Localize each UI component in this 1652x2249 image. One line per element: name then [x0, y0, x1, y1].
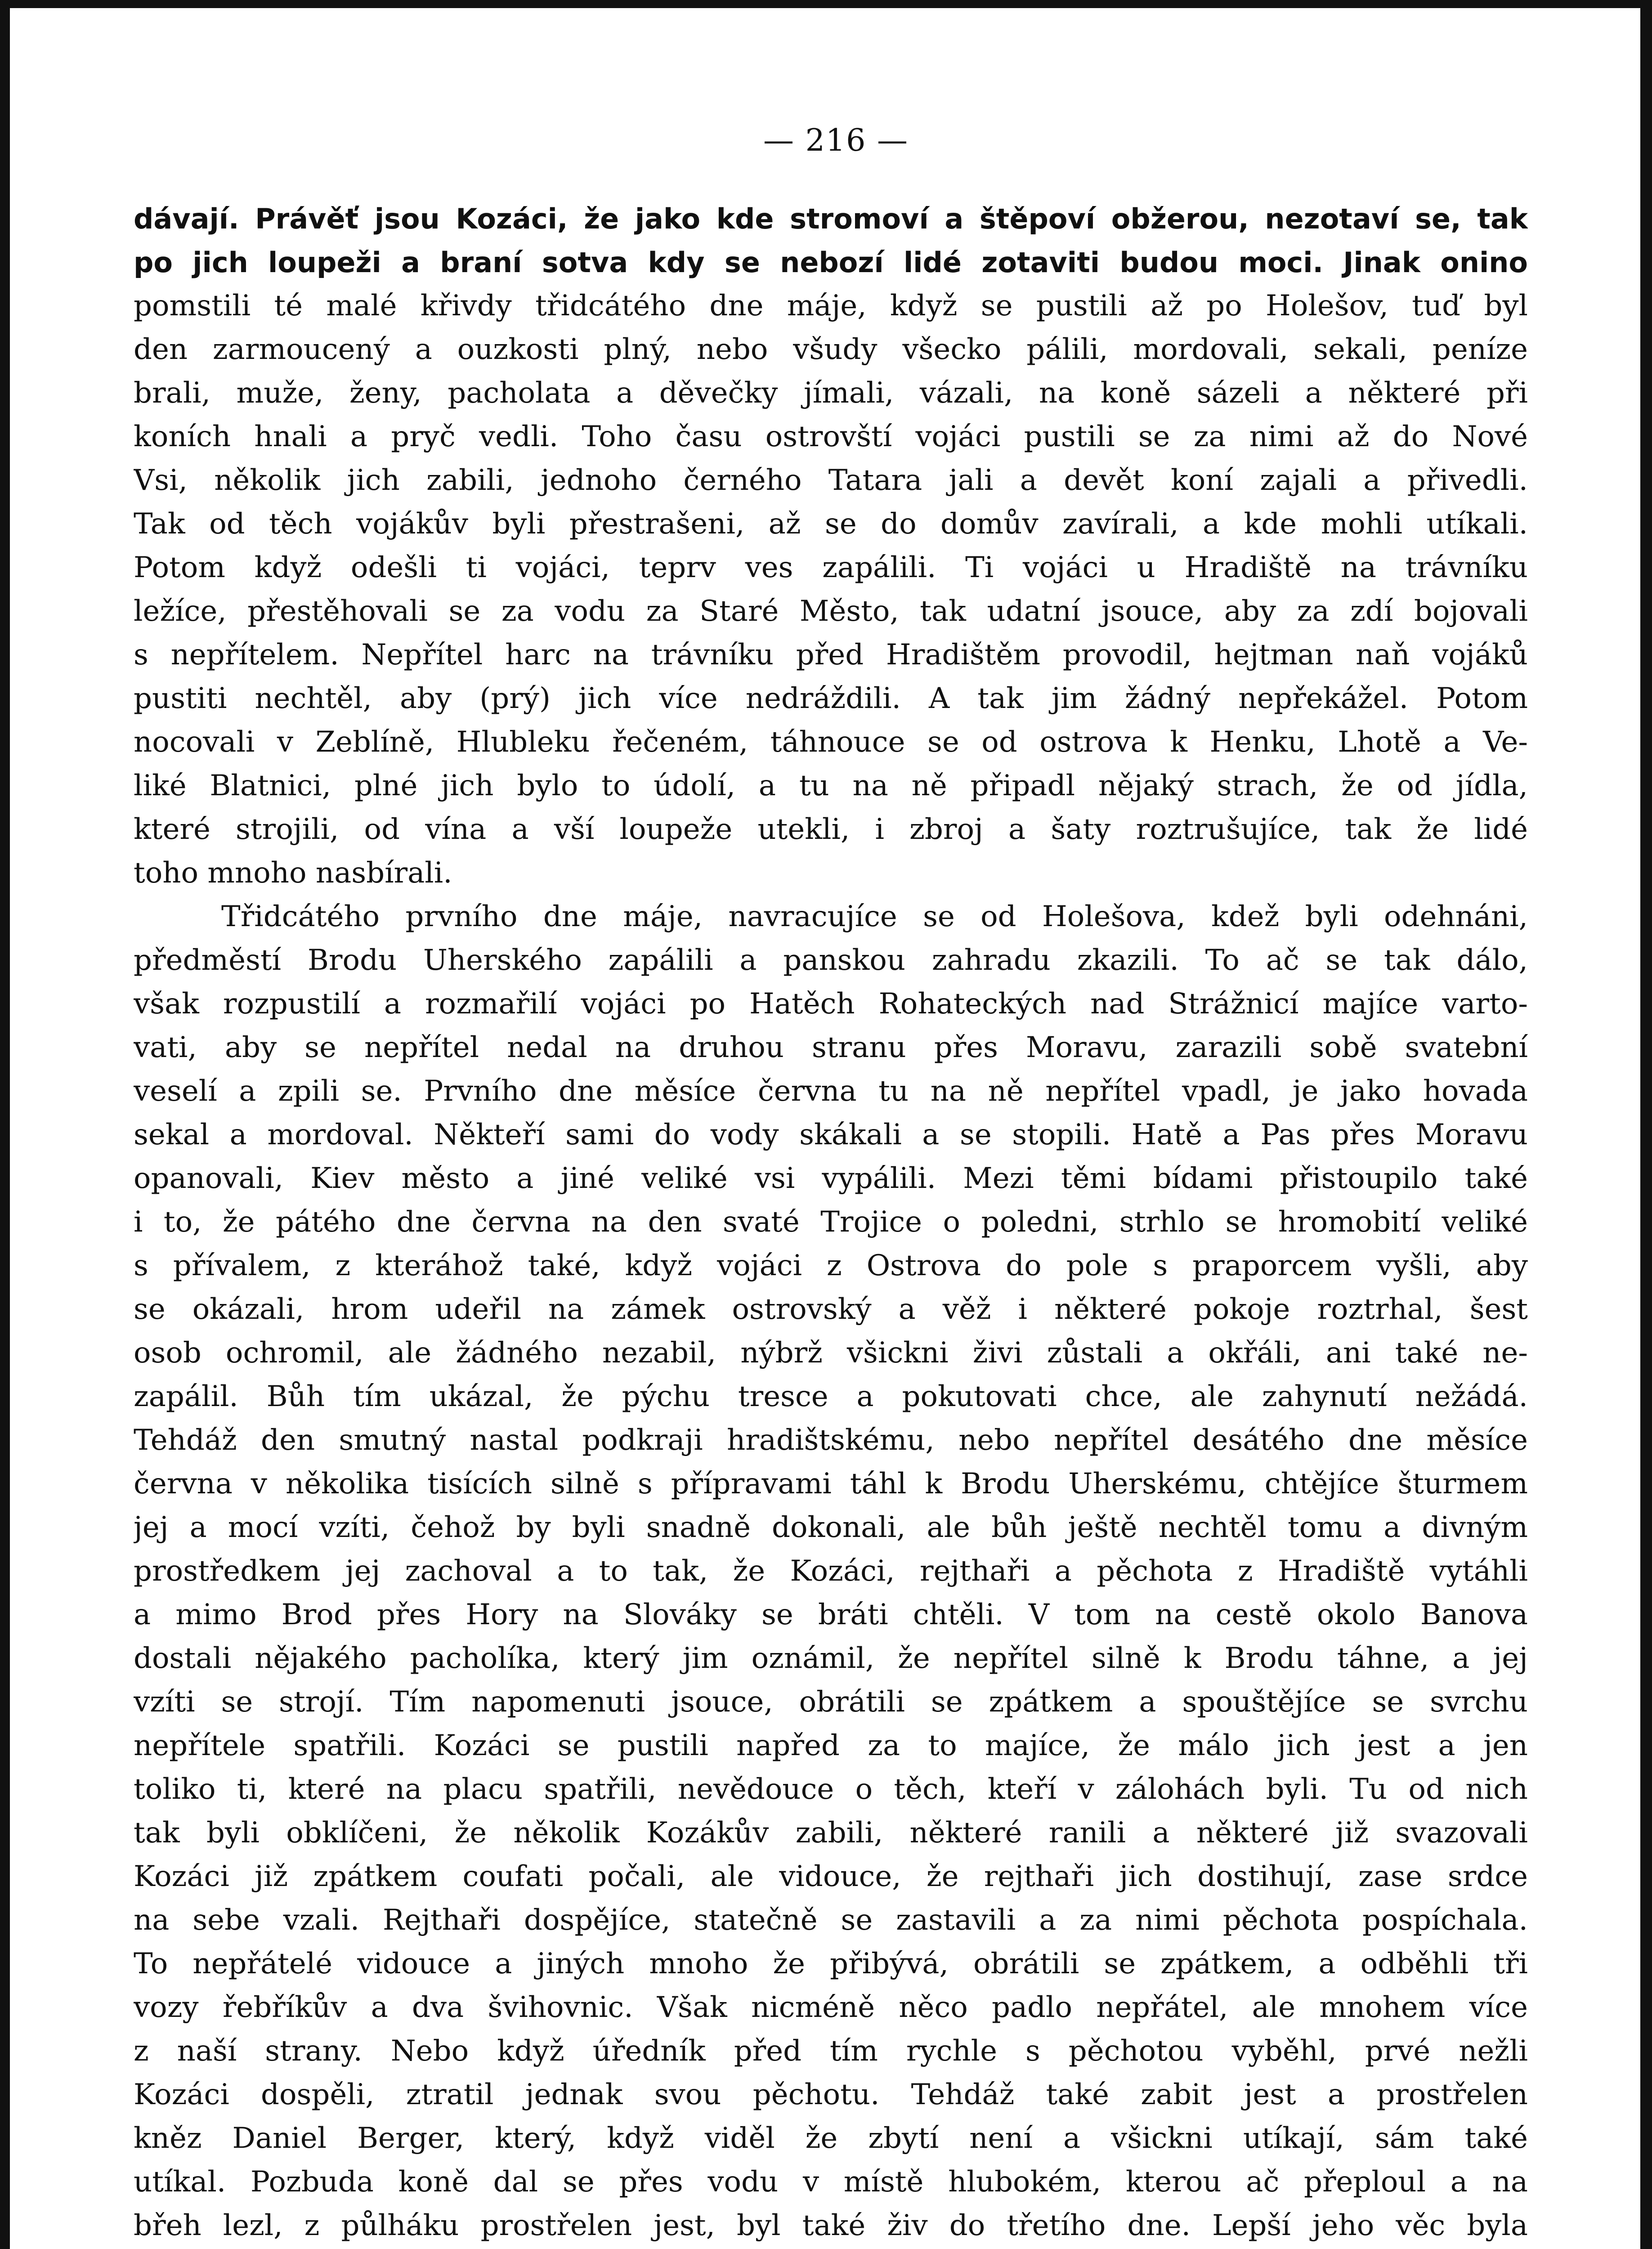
- text-line: toliko ti, které na placu spatřili, nevědouce o těch, kteří v zálohách byli. Tu od nich: [134, 1773, 1528, 1806]
- text-line: dávají. Právěť jsou Kozáci, že jako kde stromoví a štěpoví obžerou, nezotaví se, tak: [134, 202, 1528, 235]
- text-line: vozy řebříkův a dva švihovnic. Však nicméně něco padlo nepřátel, ale mnohem více: [134, 1991, 1528, 2024]
- text-line: Potom když odešli ti vojáci, teprv ves zapálili. Ti vojáci u Hradiště na trávníku: [134, 551, 1528, 584]
- text-line: kněz Daniel Berger, který, když viděl že zbytí není a všickni utíkají, sám také: [134, 2122, 1528, 2155]
- text-line: tak byli obklíčeni, že několik Kozákův zabili, některé ranili a některé již svazovali: [134, 1816, 1528, 1850]
- text-line: nocovali v Zeblíně, Hlubleku řečeném, táhnouce se od ostrova k Henku, Lhotě a Ve-: [134, 726, 1528, 759]
- text-line: z naší strany. Nebo když úředník před tím rychle s pěchotou vyběhl, prvé nežli: [134, 2034, 1528, 2068]
- text-line: jej a mocí vzíti, čehož by byli snadně dokonali, ale bůh ještě nechtěl tomu a divným: [134, 1511, 1528, 1544]
- paragraph: [134, 197, 1528, 895]
- text-line: vzíti se strojí. Tím napomenuti jsouce, obrátili se zpátkem a spouštějíce se svrchu: [134, 1685, 1528, 1719]
- body-text: [134, 197, 1528, 2249]
- text-line: den zarmoucený a ouzkosti plný, nebo všudy všecko pálili, mordovali, sekali, peníze: [134, 333, 1528, 366]
- text-line: nepřítele spatřili. Kozáci se pustili napřed za to majíce, že málo jich jest a jen: [134, 1729, 1528, 1762]
- text-line: na sebe vzali. Rejthaři dospějíce, statečně se zastavili a za nimi pěchota pospíchala.: [134, 1904, 1528, 1937]
- text-line: po jich loupeži a braní sotva kdy se nebozí lidé zotaviti budou moci. Jinak onino: [134, 246, 1528, 279]
- text-line: ležíce, přestěhovali se za vodu za Staré Město, tak udatní jsouce, aby za zdí bojovali: [134, 595, 1528, 628]
- text-line: i to, že pátého dne června na den svaté Trojice o poledni, strhlo se hromobití veliké: [134, 1205, 1528, 1239]
- text-line: Kozáci již zpátkem coufati počali, ale vidouce, že rejthaři jich dostihují, zase srdce: [134, 1860, 1528, 1893]
- text-line: opanovali, Kiev město a jiné veliké vsi vypálili. Mezi těmi bídami přistoupilo také: [134, 1162, 1528, 1195]
- text-line: brali, muže, ženy, pacholata a děvečky jímali, vázali, na koně sázeli a některé při: [134, 376, 1528, 410]
- text-line: června v několika tisících silně s přípravami táhl k Brodu Uherskému, chtějíce šturmem: [134, 1467, 1528, 1501]
- text-line: se okázali, hrom udeřil na zámek ostrovský a věž i některé pokoje roztrhal, šest: [134, 1293, 1528, 1326]
- text-line: utíkal. Pozbuda koně dal se přes vodu v místě hlubokém, kterou ač přeploul a na: [134, 2165, 1528, 2199]
- text-line: a mimo Brod přes Hory na Slováky se bráti chtěli. V tom na cestě okolo Banova: [134, 1598, 1528, 1631]
- text-line: pomstili té malé křivdy třidcátého dne máje, když se pustili až po Holešov, tuď byl: [134, 289, 1528, 323]
- text-line: předměstí Brodu Uherského zapálili a panskou zahradu zkazili. To ač se tak dálo,: [134, 944, 1528, 977]
- text-line: Tak od těch vojákův byli přestrašeni, až se do domův zavírali, a kde mohli utíkali.: [134, 507, 1528, 541]
- text-line: břeh lezl, z půlháku prostřelen jest, byl také živ do třetího dne. Lepší jeho věc byla: [134, 2209, 1528, 2242]
- text-line: dostali nějakého pacholíka, který jim oznámil, že nepřítel silně k Brodu táhne, a jej: [134, 1642, 1528, 1675]
- text-line: však rozpustilí a rozmařilí vojáci po Hatěch Rohateckých nad Strážnicí majíce varto-: [134, 987, 1528, 1021]
- text-line: Kozáci dospěli, ztratil jednak svou pěchotu. Tehdáž také zabit jest a prostřelen: [134, 2078, 1528, 2111]
- text-line: zapálil. Bůh tím ukázal, že pýchu tresce a pokutovati chce, ale zahynutí nežádá.: [134, 1380, 1528, 1413]
- text-line: osob ochromil, ale žádného nezabil, nýbrž všickni živi zůstali a okřáli, ani také ne-: [134, 1336, 1528, 1370]
- text-line: prostředkem jej zachoval a to tak, že Kozáci, rejthaři a pěchota z Hradiště vytáhli: [134, 1555, 1528, 1588]
- page-number: — 216 —: [763, 123, 909, 158]
- text-line: To nepřátelé vidouce a jiných mnoho že přibývá, obrátili se zpátkem, a odběhli tři: [134, 1947, 1528, 1980]
- text-line: veselí a zpili se. Prvního dne měsíce června tu na ně nepřítel vpadl, je jako hovada: [134, 1075, 1528, 1108]
- text-line: Třidcátého prvního dne máje, navracujíce se od Holešova, kdež byli odehnáni,: [221, 900, 1528, 933]
- text-line: liké Blatnici, plné jich bylo to údolí, a tu na ně připadl nějaký strach, že od jídla,: [134, 769, 1528, 802]
- text-line: Tehdáž den smutný nastal podkraji hradištskému, nebo nepřítel desátého dne měsíce: [134, 1424, 1528, 1457]
- text-line: které strojili, od vína a vší loupeže utekli, i zbroj a šaty roztrušujíce, tak že lidé: [134, 813, 1528, 846]
- text-line: koních hnali a pryč vedli. Toho času ostrovští vojáci pustili se za nimi až do Nové: [134, 420, 1528, 453]
- text-line: pustiti nechtěl, aby (prý) jich více nedráždili. A tak jim žádný nepřekážel. Potom: [134, 682, 1528, 715]
- text-line: Vsi, několik jich zabili, jednoho černého Tatara jali a devět koní zajali a přivedli.: [134, 464, 1528, 497]
- text-line: toho mnoho nasbírali.: [134, 856, 452, 890]
- text-line: s nepřítelem. Nepřítel harc na trávníku před Hradištěm provodil, hejtman naň vojáků: [134, 638, 1528, 672]
- text-line: s přívalem, z kteráhož také, když vojáci z Ostrova do pole s praporcem vyšli, aby: [134, 1249, 1528, 1282]
- text-line: sekal a mordoval. Někteří sami do vody skákali a se stopili. Hatě a Pas přes Moravu: [134, 1118, 1528, 1151]
- text-line: vati, aby se nepřítel nedal na druhou stranu přes Moravu, zarazili sobě svatební: [134, 1031, 1528, 1064]
- paragraph: [134, 895, 1528, 2249]
